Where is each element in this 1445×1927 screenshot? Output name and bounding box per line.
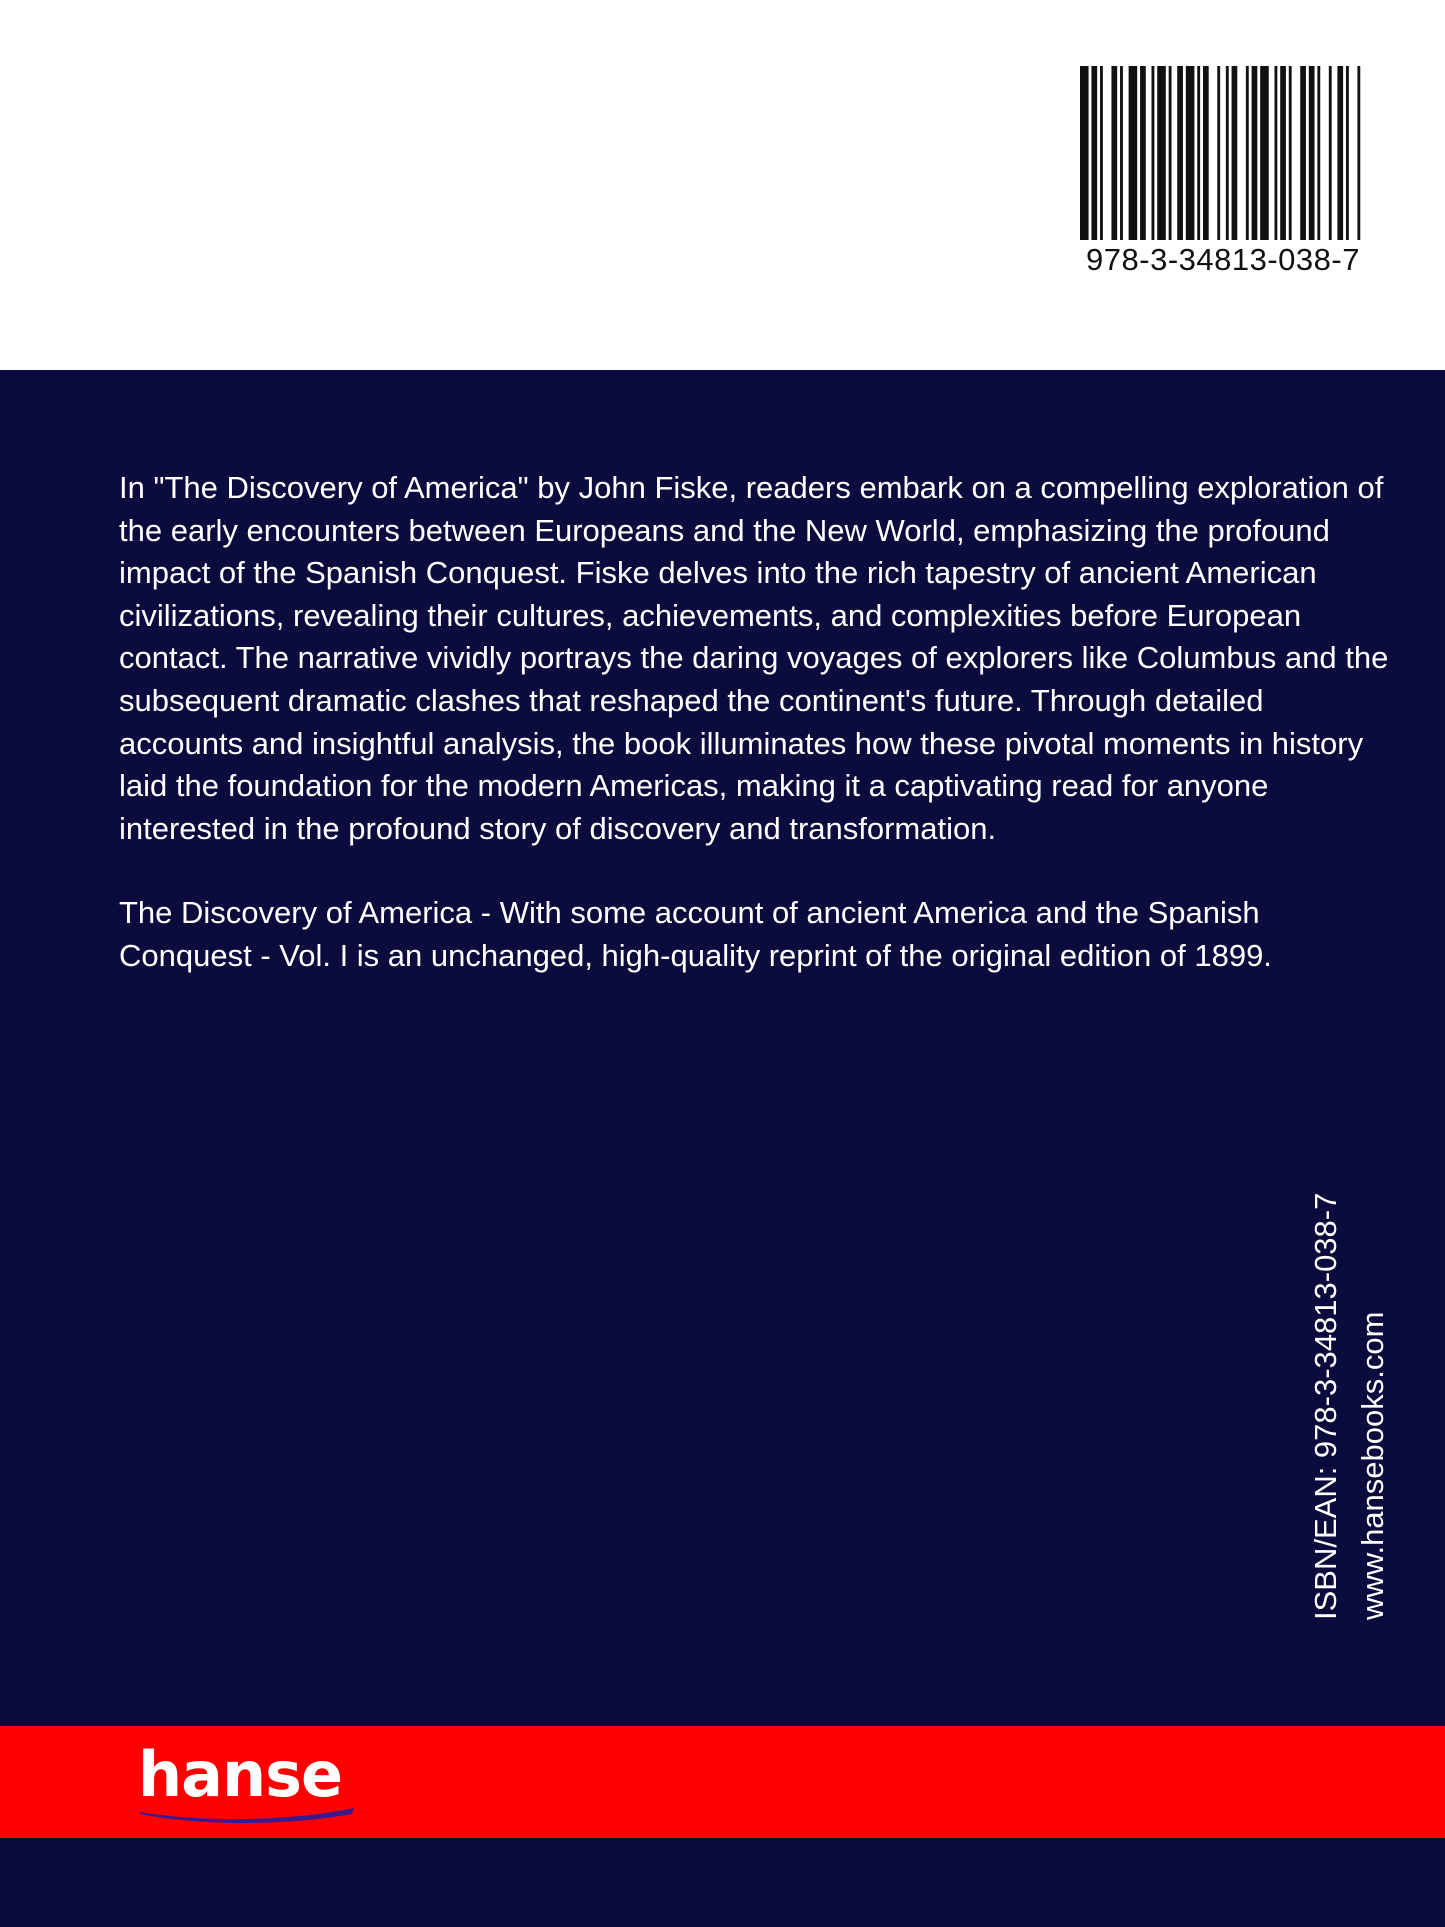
barcode-bar xyxy=(1091,66,1097,240)
edition-note: The Discovery of America - With some account of ancient America and the Spanish Conquest - Vol. I is an unchanged, high-quality reprint of the original edition of 1899. xyxy=(119,895,1272,973)
publisher-website: www.hansebooks.com xyxy=(1355,1311,1390,1620)
barcode-bar xyxy=(1169,66,1172,240)
barcode-bar xyxy=(1100,66,1103,240)
barcode-bar xyxy=(1252,66,1258,240)
barcode-bar xyxy=(1309,66,1315,240)
barcode-bar xyxy=(1357,66,1360,240)
barcode-bar xyxy=(1177,66,1183,240)
barcode-bar xyxy=(1226,66,1229,240)
barcode-bar xyxy=(1217,66,1220,240)
barcode-bar xyxy=(1197,66,1200,240)
barcode-bar xyxy=(1080,66,1089,240)
description-paragraph: In "The Discovery of America" by John Fiske, readers embark on a compelling exploration of the early encounters between Europeans and the New World, emphasizing the profound impact of the Spanish Conquest. Fiske delves into the rich tapestry of ancient American civilizations, revealing their cultures, achievements, and complexities before European contact. The narrative vividly portrays the daring voyages of explorers like Columbus and the subsequent dramatic clashes that reshaped the continent's future. Through detailed accounts and insightful analysis, the book illuminates how these pivotal moments in history laid the foundation for the modern Americas, making it a captivating read for anyone interested in the profound story of discovery and transformation. xyxy=(119,470,1389,846)
barcode xyxy=(1078,66,1368,282)
barcode-bar xyxy=(1260,66,1269,240)
barcode-bar xyxy=(1300,66,1306,240)
barcode-bar xyxy=(1274,66,1277,240)
barcode-bar xyxy=(1152,66,1155,240)
barcode-bar xyxy=(1203,66,1209,240)
vertical-isbn-block xyxy=(1302,1140,1402,1620)
isbn-ean-label: ISBN/EAN: 978-3-34813-038-7 xyxy=(1308,1192,1343,1620)
barcode-bar xyxy=(1232,66,1238,240)
barcode-bar xyxy=(1157,66,1166,240)
book-description xyxy=(119,467,1389,978)
barcode-bars xyxy=(1080,66,1366,240)
logo-wordmark: hanse xyxy=(138,1738,343,1811)
barcode-bar xyxy=(1329,66,1332,240)
barcode-bar xyxy=(1317,66,1320,240)
barcode-bar xyxy=(1346,66,1349,240)
barcode-bar xyxy=(1111,66,1117,240)
barcode-bar xyxy=(1186,66,1195,240)
barcode-bar xyxy=(1337,66,1343,240)
barcode-bar xyxy=(1289,66,1292,240)
top-white-band xyxy=(0,0,1445,370)
barcode-bar xyxy=(1120,66,1123,240)
barcode-bar xyxy=(1246,66,1249,240)
barcode-bar xyxy=(1129,66,1138,240)
barcode-bar xyxy=(1280,66,1286,240)
logo-swoosh-icon xyxy=(138,1800,358,1824)
barcode-number: 978-3-34813-038-7 xyxy=(1086,242,1360,277)
barcode-bar xyxy=(1140,66,1146,240)
hanse-logo xyxy=(138,1740,358,1822)
